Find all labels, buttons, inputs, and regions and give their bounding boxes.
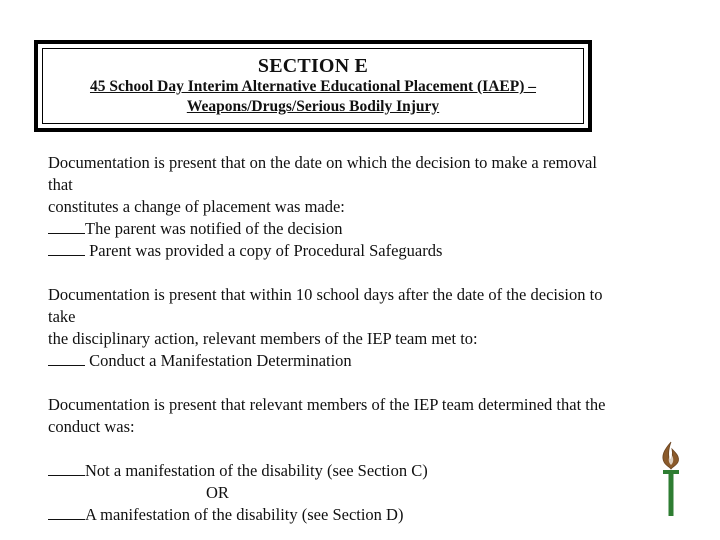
check-item-parent-notified[interactable] [48,218,608,240]
paragraph-gap [48,262,608,284]
check-item-label: Not a manifestation of the disability (see Section C) [85,461,428,480]
check-item-label: Parent was provided a copy of Procedural Safeguards [89,241,443,260]
torch-handle [669,474,674,516]
checkbox-blank[interactable] [48,350,85,366]
block2-intro-line1: Documentation is present that within 10 school days after the date of the decision to take [48,285,603,326]
block1-intro-line1: Documentation is present that on the date on which the decision to make a removal that [48,153,597,194]
check-item-label: A manifestation of the disability (see Section D) [85,505,404,524]
check-item-manifestation-determination[interactable] [48,350,608,372]
block3-intro-line2: conduct was: [48,417,135,436]
check-item-manifestation[interactable] [48,504,608,526]
section-subtitle-line1: 45 School Day Interim Alternative Educational Placement (IAEP) – [89,78,536,95]
checklist-body [48,152,608,526]
section-header-inner [42,48,584,124]
block1-intro-line2: constitutes a change of placement was made: [48,197,345,216]
checkbox-blank[interactable] [48,240,85,256]
check-item-label: The parent was notified of the decision [85,219,343,238]
paragraph-gap [48,372,608,394]
or-separator: OR [206,483,229,502]
block2-intro-line2: the disciplinary action, relevant members of the IEP team met to: [48,329,478,348]
check-item-label: Conduct a Manifestation Determination [89,351,352,370]
torch-cup [663,470,679,474]
checkbox-blank[interactable] [48,504,85,520]
section-title: SECTION E [257,55,369,77]
torch-icon [655,440,687,518]
paragraph-gap [48,438,608,460]
check-item-not-manifestation[interactable] [48,460,608,482]
check-item-procedural-safeguards[interactable] [48,240,608,262]
section-subtitle-line2: Weapons/Drugs/Serious Bodily Injury [186,98,440,115]
section-header-box [34,40,592,132]
checkbox-blank[interactable] [48,218,85,234]
checkbox-blank[interactable] [48,460,85,476]
block3-intro-line1: Documentation is present that relevant members of the IEP team determined that the [48,395,606,414]
